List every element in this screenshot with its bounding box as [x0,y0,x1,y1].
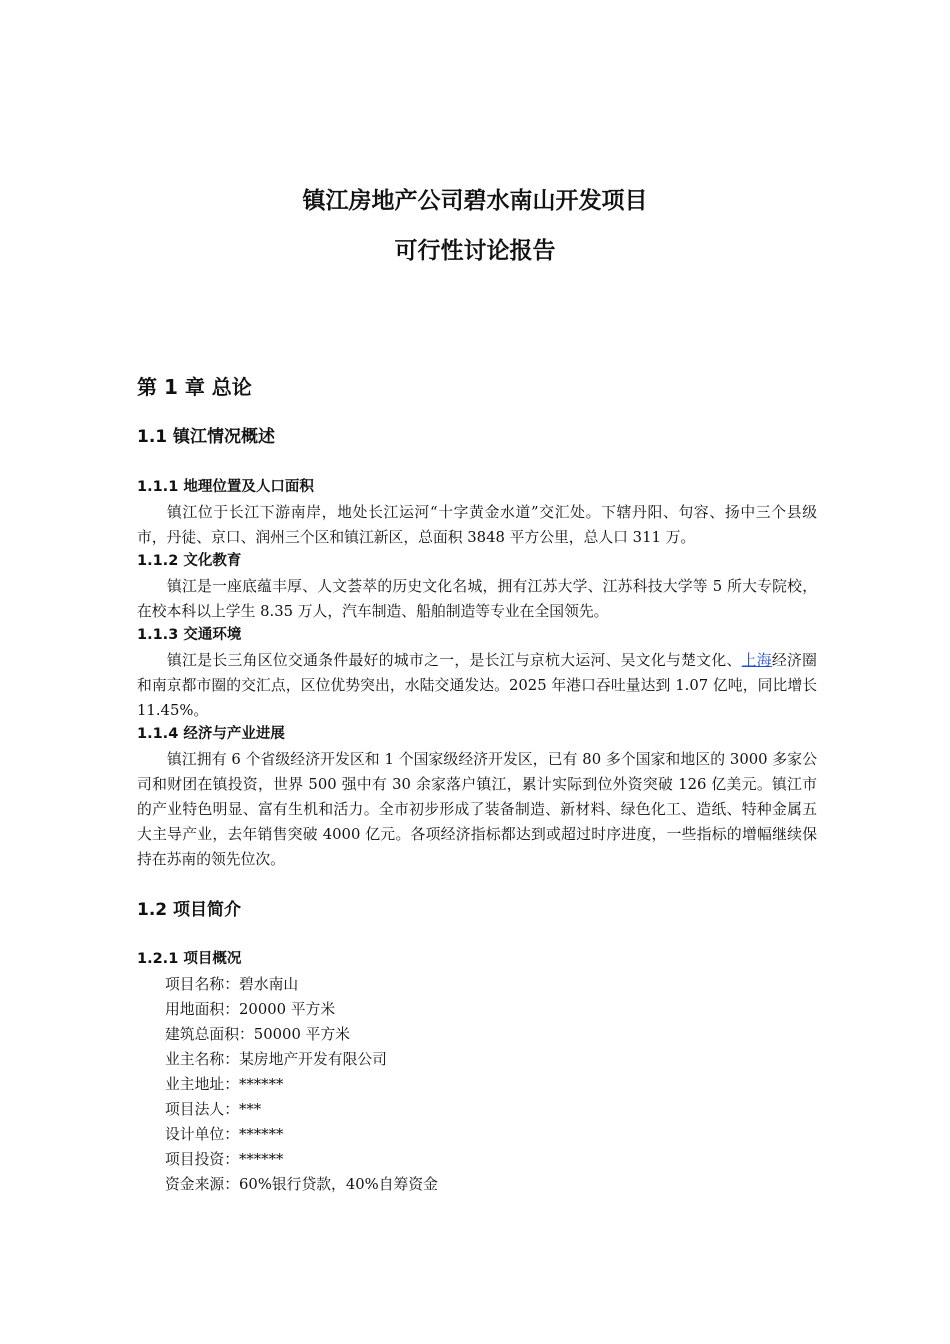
paragraph-transport-end: 经济圈和南京都市圈的交汇点，区位优势突出，水陆交通发达。2025 年港口吞吐量达到 1.07 亿吨，同比增长 11.45%。 [137,652,817,719]
project-item-name: 项目名称：碧水南山 [165,976,299,993]
subsection-heading-1-1-4: 1.1.4 经济与产业进展 [137,726,285,742]
project-item-floor-area: 建筑总面积：50000 平方米 [165,1026,350,1043]
section-heading-1-1: 1.1 镇江情况概述 [137,427,276,447]
subsection-heading-1-2-1: 1.2.1 项目概况 [137,951,242,967]
paragraph-transport [137,648,817,723]
subsection-heading-1-1-1: 1.1.1 地理位置及人口面积 [137,479,314,495]
document-title: 镇江房地产公司碧水南山开发项目 [302,188,648,214]
document-subtitle: 可行性讨论报告 [394,238,556,264]
subsection-heading-1-1-3: 1.1.3 交通环境 [137,627,242,643]
section-heading-1-2: 1.2 项目简介 [137,900,242,920]
project-item-address: 业主地址：****** [165,1076,284,1093]
paragraph-economy: 镇江拥有 6 个省级经济开发区和 1 个国家级经济开发区，已有 80 多个国家和地区的 3000 多家公司和财团在镇投资，世界 500 强中有 30 余家落户镇江，累计实际到位外资突破 126 亿美元。镇江市的产业特色明显、富有生机和活力。全市初步形成了装备制造、新材料、绿色化工、造纸、特种金属五大主导产业，去年销售突破 4000 亿元。各项经济指标都达到或超过时序进度，一些指标的增幅继续保持在苏南的领先位次。 [137,751,817,868]
project-item-funding: 资金来源：60%银行贷款，40%自筹资金 [165,1176,438,1193]
paragraph-education: 镇江是一座底蕴丰厚、人文荟萃的历史文化名城，拥有江苏大学、江苏科技大学等 5 所大专院校，在校本科以上学生 8.35 万人，汽车制造、船舶制造等专业在全国领先。 [137,578,817,620]
subsection-heading-1-1-2: 1.1.2 文化教育 [137,553,242,569]
project-item-owner: 业主名称：某房地产开发有限公司 [165,1051,387,1068]
paragraph-location: 镇江位于长江下游南岸，地处长江运河“十字黄金水道”交汇处。下辖丹阳、句容、扬中三个县级市，丹徒、京口、润州三个区和镇江新区，总面积 3848 平方公里，总人口 311 万。 [137,504,817,546]
project-item-land-area: 用地面积：20000 平方米 [165,1001,336,1018]
chapter-heading: 第 1 章 总论 [137,375,252,399]
project-item-designer: 设计单位：****** [165,1126,284,1143]
project-item-legal-rep: 项目法人：*** [165,1101,262,1118]
paragraph-transport-start: 镇江是长三角区位交通条件最好的城市之一，是长江与京杭大运河、吴文化与楚文化、 [167,652,742,669]
project-item-investment: 项目投资：****** [165,1151,284,1168]
shanghai-link[interactable]: 上海 [741,652,772,669]
